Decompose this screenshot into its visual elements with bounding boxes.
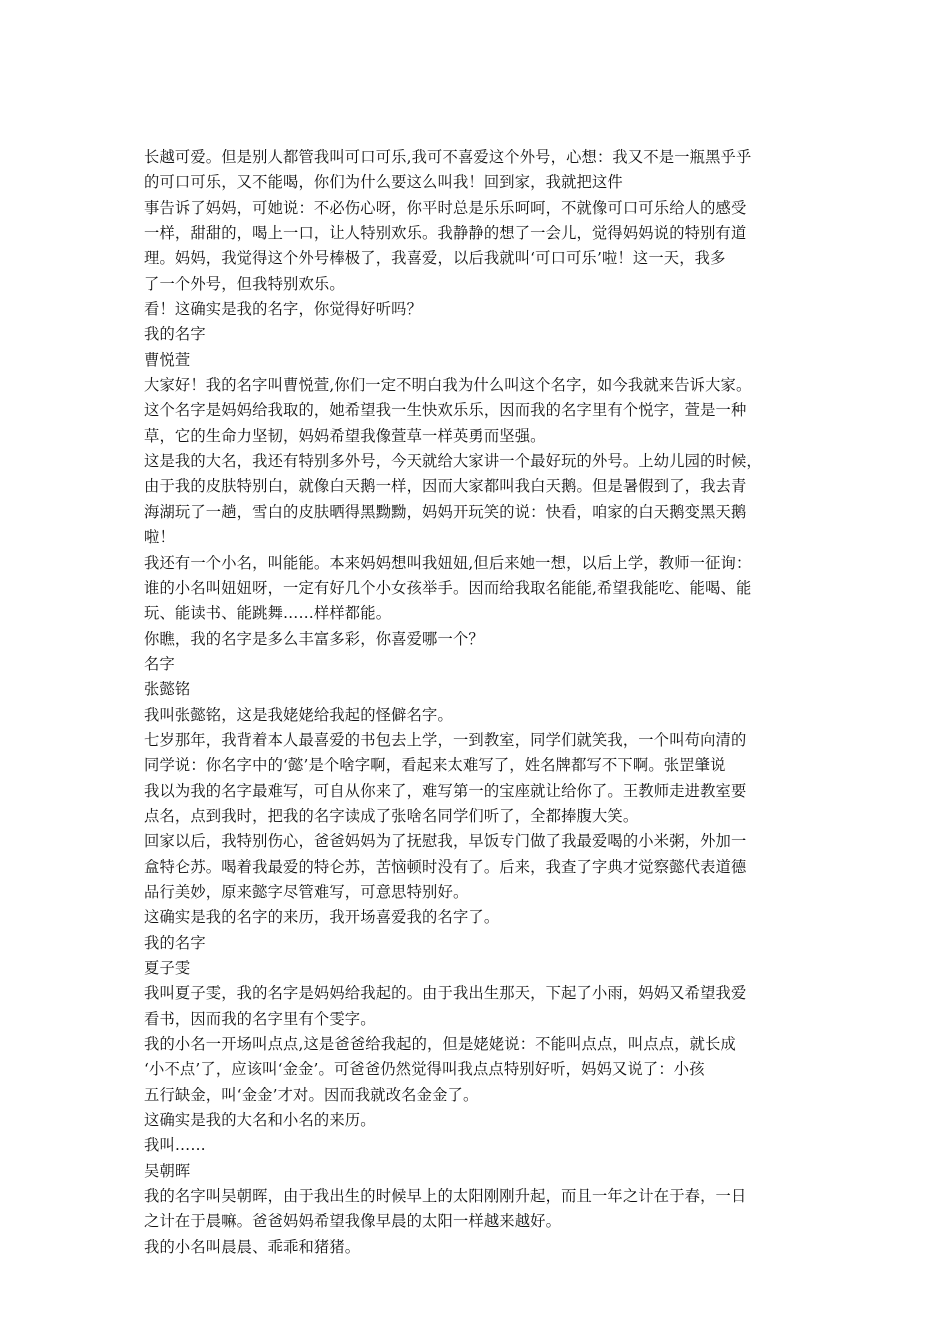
text-line: 盒特仑苏。喝着我最爱的特仑苏，苦恼顿时没有了。后来，我查了字典才觉察懿代表道德 — [144, 857, 747, 876]
text-line: 玩、能读书、能跳舞……样样都能。 — [144, 604, 392, 623]
text-line: 我的名字叫吴朝晖，由于我出生的时候早上的太阳刚刚升起，而且一年之计在于春，一日 — [144, 1187, 747, 1206]
text-line: 之计在于晨嘛。爸爸妈妈希望我像早晨的太阳一样越来越好。 — [144, 1212, 562, 1231]
text-line: 谁的小名叫妞妞呀，一定有好几个小女孩举手。因而给我取名能能,希望我能吃、能喝、能 — [144, 578, 752, 597]
text-line: 七岁那年，我背着本人最喜爱的书包去上学，一到教室，同学们就笑我，一个叫苟向清的 — [144, 730, 747, 749]
text-line: 看书，因而我的名字里有个雯字。 — [144, 1009, 376, 1028]
text-line: 啦！ — [144, 528, 175, 547]
text-line: 回家以后，我特别伤心，爸爸妈妈为了抚慰我，早饭专门做了我最爱喝的小米粥，外加一 — [144, 832, 747, 851]
text-line: 了一个外号，但我特别欢乐。 — [144, 274, 345, 293]
text-line: 点名，点到我时，把我的名字读成了张啥名同学们听了，全都捧腹大笑。 — [144, 806, 639, 825]
text-line: 我叫张懿铭，这是我姥姥给我起的怪僻名字。 — [144, 705, 453, 724]
text-line: ‘小不点’了，应该叫‘金金’。可爸爸仍然觉得叫我点点特别好听，妈妈又说了：小孩 — [144, 1060, 705, 1079]
text-line: 你瞧，我的名字是多么丰富多彩，你喜爱哪一个？ — [144, 629, 484, 648]
text-line: 我叫夏子雯，我的名字是妈妈给我起的。由于我出生那天，下起了小雨，妈妈又希望我爱 — [144, 984, 747, 1003]
text-line: 一样，甜甜的，喝上一口，让人特别欢乐。我静静的想了一会儿，觉得妈妈说的特别有道 — [144, 224, 747, 243]
text-line: 事告诉了妈妈，可她说：不必伤心呀，你平时总是乐乐呵呵，不就像可口可乐给人的感受 — [144, 198, 747, 217]
text-line: 我以为我的名字最难写，可自从你来了，难写第一的宝座就让给你了。王教师走进教室要 — [144, 781, 747, 800]
text-line: 这个名字是妈妈给我取的，她希望我一生快欢乐乐，因而我的名字里有个悦字，萱是一种 — [144, 401, 747, 420]
text-line: 我的小名一开场叫点点,这是爸爸给我起的，但是姥姥说：不能叫点点，叫点点，就长成 — [144, 1035, 736, 1054]
text-line: 我的名字 — [144, 325, 206, 344]
text-line: 我的名字 — [144, 933, 206, 952]
text-line: 由于我的皮肤特别白，就像白天鹅一样，因而大家都叫我白天鹅。但是暑假到了，我去青 — [144, 477, 747, 496]
text-line: 我的小名叫晨晨、乖乖和猪猪。 — [144, 1237, 361, 1256]
text-line: 大家好！我的名字叫曹悦萱,你们一定不明白我为什么叫这个名字，如今我就来告诉大家。 — [144, 376, 752, 395]
text-line: 张懿铭 — [144, 680, 191, 699]
text-line: 曹悦萱 — [144, 350, 191, 369]
text-line: 这确实是我的大名和小名的来历。 — [144, 1111, 376, 1130]
text-line: 海湖玩了一趟，雪白的皮肤晒得黑黝黝，妈妈开玩笑的说：快看，咱家的白天鹅变黑天鹅 — [144, 502, 747, 521]
body-text — [144, 145, 808, 1260]
text-line: 这确实是我的名字的来历，我开场喜爱我的名字了。 — [144, 908, 500, 927]
text-line: 吴朝晖 — [144, 1161, 191, 1180]
text-line: 名字 — [144, 654, 175, 673]
text-line: 的可口可乐，又不能喝，你们为什么要这么叫我！回到家，我就把这件 — [144, 173, 623, 192]
text-line: 理。妈妈，我觉得这个外号棒极了，我喜爱，以后我就叫‘可口可乐’啦！这一天，我多 — [144, 249, 726, 268]
text-line: 夏子雯 — [144, 959, 191, 977]
text-line: 草，它的生命力坚韧，妈妈希望我像萱草一样英勇而坚强。 — [144, 426, 546, 445]
text-line: 我还有一个小名，叫能能。本来妈妈想叫我妞妞,但后来她一想，以后上学，教师一征询： — [144, 553, 752, 572]
text-line: 看！这确实是我的名字，你觉得好听吗？ — [144, 300, 423, 319]
text-line: 这是我的大名，我还有特别多外号，今天就给大家讲一个最好玩的外号。上幼儿园的时候， — [144, 452, 762, 471]
text-line: 五行缺金，叫‘金金’才对。因而我就改名金金了。 — [144, 1085, 479, 1104]
text-line: 我叫…… — [144, 1136, 206, 1155]
text-line: 同学说：你名字中的‘懿’是个啥字啊，看起来太难写了，姓名牌都写不下啊。张罡肇说 — [144, 756, 726, 775]
text-line: 品行美妙，原来懿字尽管难写，可意思特别好。 — [144, 882, 469, 901]
text-line: 长越可爱。但是别人都管我叫可口可乐,我可不喜爱这个外号，心想：我又不是一瓶黑乎乎 — [144, 148, 752, 166]
